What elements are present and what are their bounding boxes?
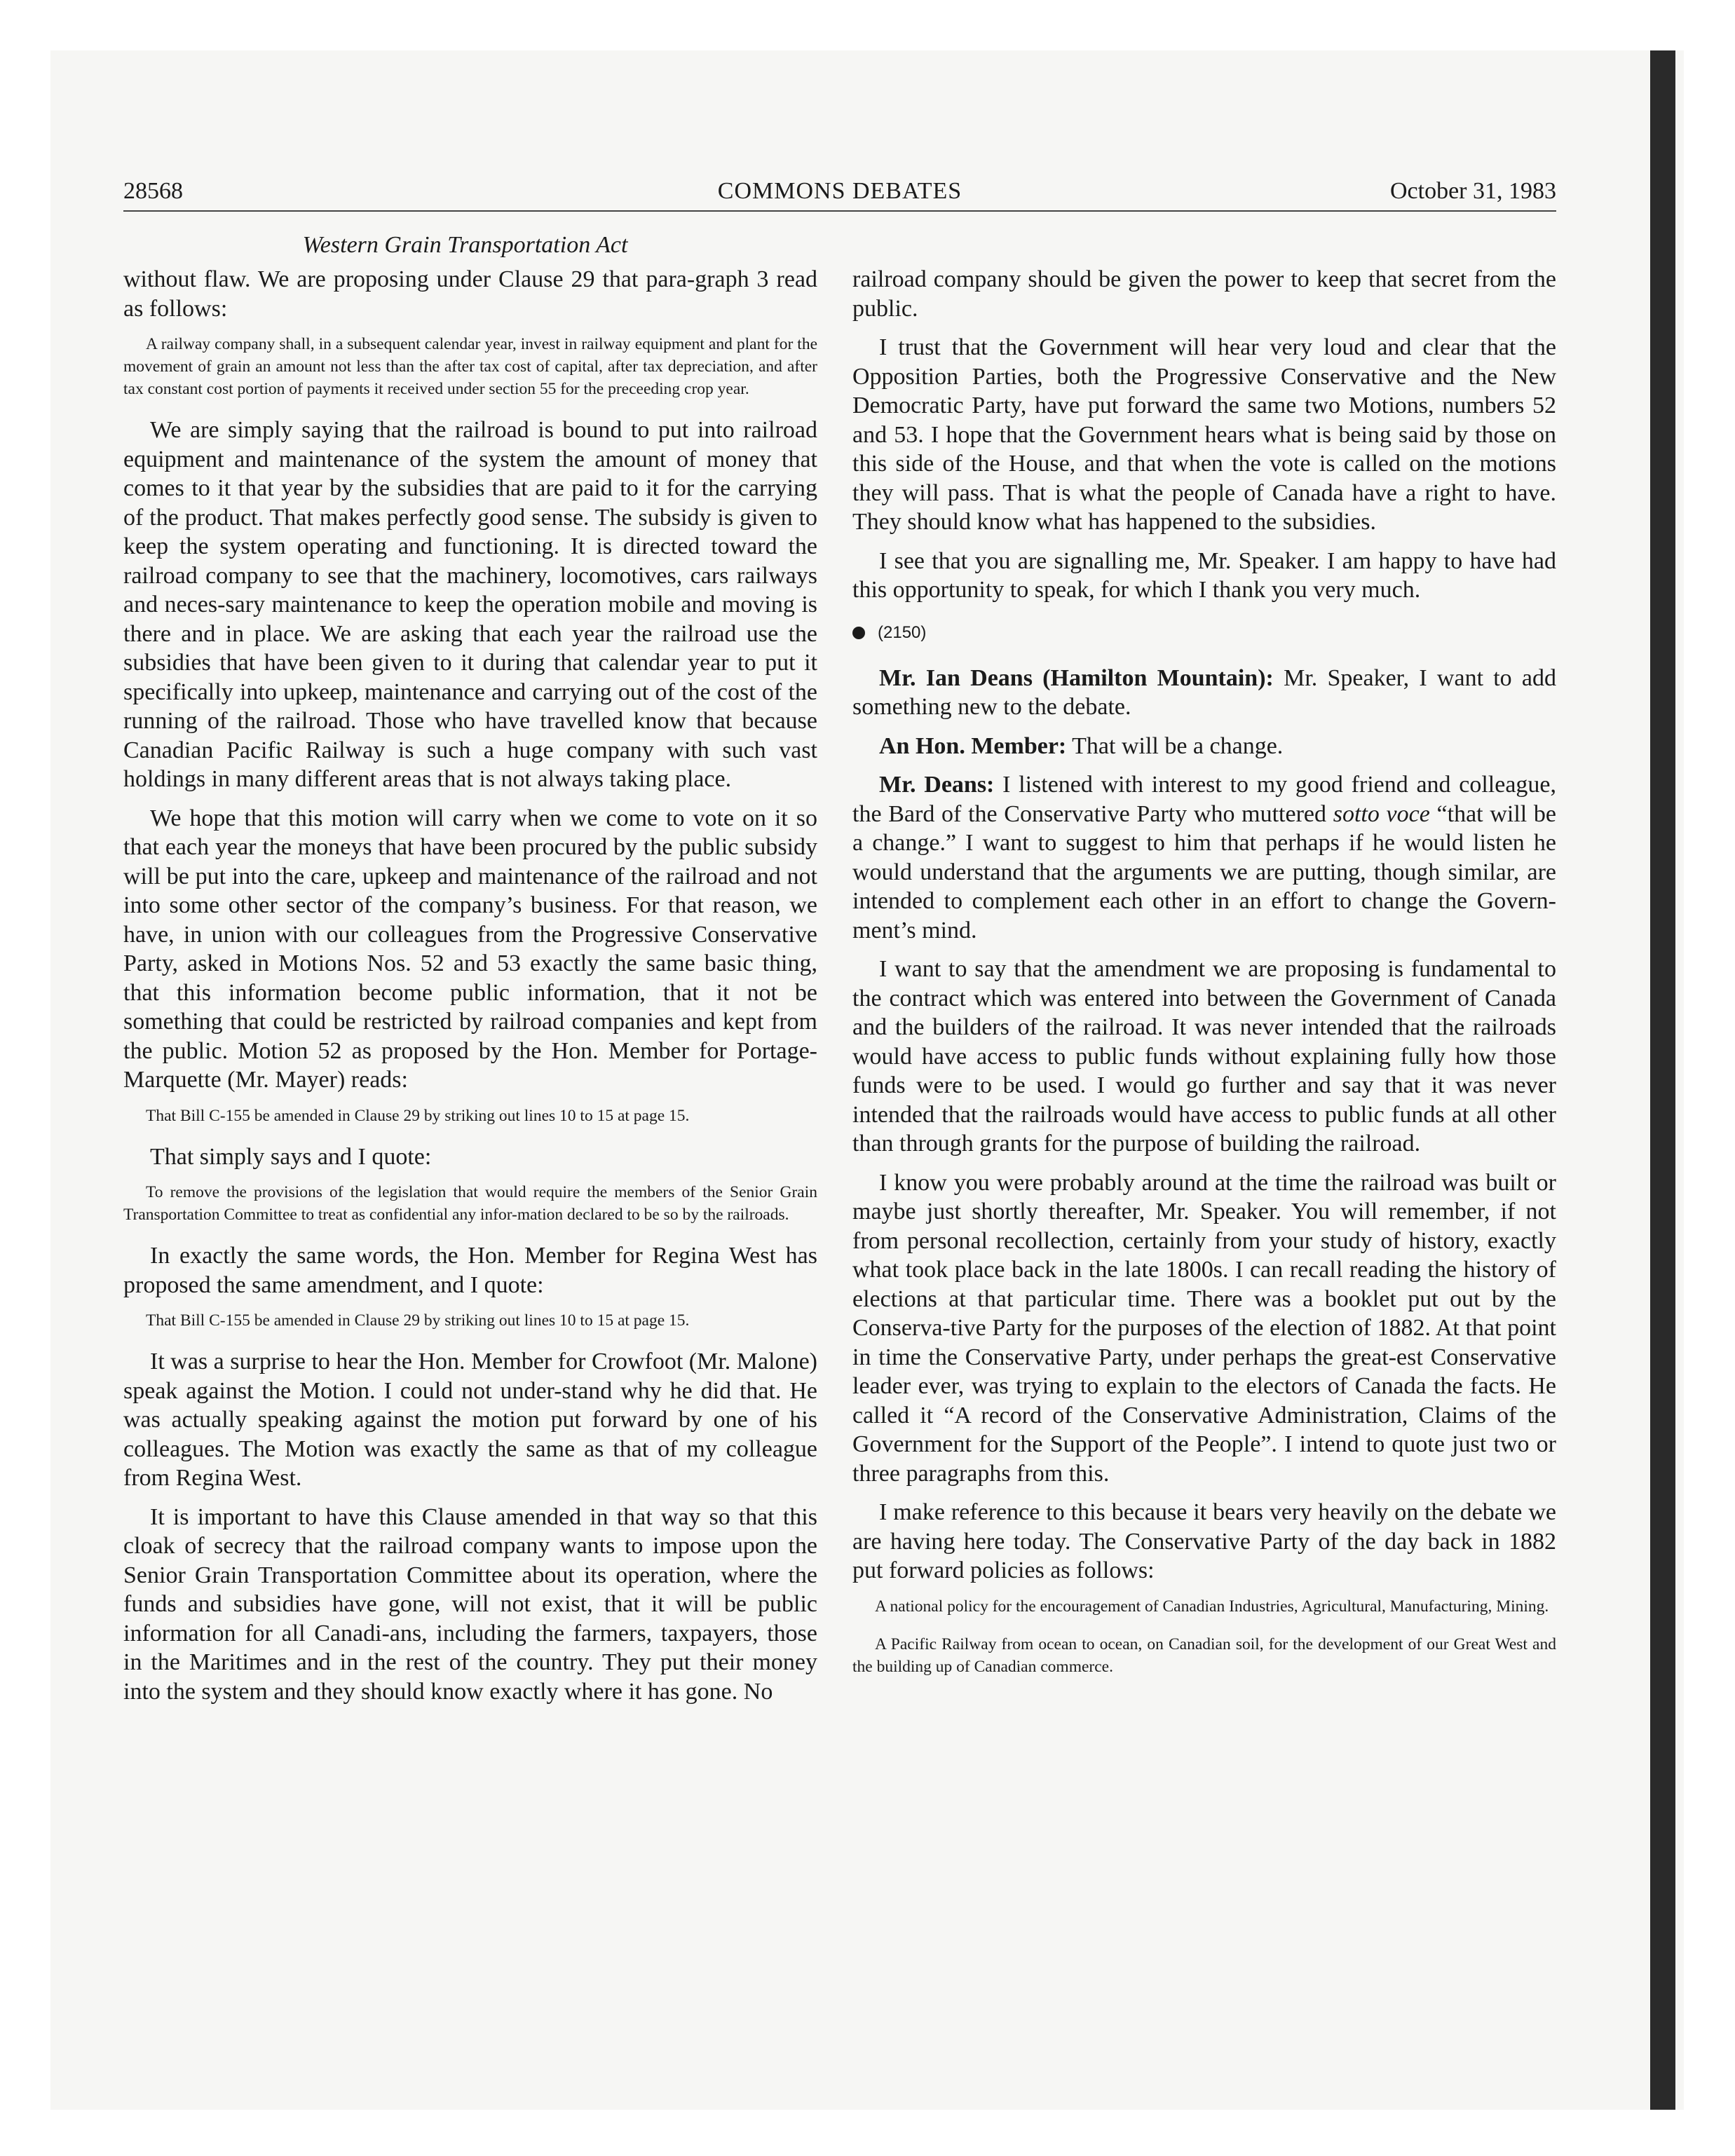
speech-text: I listened with interest to my good friend and colleague, the Bard of the Conservative Party who muttered (852, 772, 1557, 827)
block-quote: That Bill C-155 be amended in Clause 29 by striking out lines 10 to 15 at page 15. (146, 1106, 690, 1125)
paragraph: I know you were probably around at the time the railroad was built or maybe just shortly thereafter, Mr. Speaker. You will remember, if not from personal recollection, certainly from your study of history, exactly what took place back in the late 1800s. I can recall reading the history of elections at that particular time. There was a booklet put out by the Conserva-tive Party for the purposes of the election of 1882. At that point in time the Conservative Party, under perhaps the great-est Conservative leader ever, was trying to explain to the electors of Canada the facts. He called it “A record of the Conservative Administration, Claims of the Government for the Support of the People”. I intend to quote just two or three paragraphs from this. (852, 1169, 1556, 1487)
paragraph: I see that you are signalling me, Mr. Speaker. I am happy to have had this opportunity to speak, for which I thank you very much. (852, 547, 1556, 603)
speech-text: Mr. Speaker, I want to add something new to the debate. (852, 664, 1557, 720)
header-rule (123, 210, 1556, 212)
speaker-name: Mr. Deans: (879, 772, 995, 798)
left-column (123, 265, 817, 1716)
block-quote: A railway company shall, in a subsequent calendar year, invest in railway equipment and plant for the movement of grain an amount not less than the after tax cost of capital, after tax depreciation, and after tax constant cost portion of payments it received under section 55 for the preceeding crop year. (123, 335, 817, 398)
speech-text: That will be a change. (1072, 732, 1284, 759)
block-quote: A Pacific Railway from ocean to ocean, on Canadian soil, for the development of our Great West and the building up of Canadian commerce. (852, 1635, 1556, 1676)
paragraph: I trust that the Government will hear very loud and clear that the Opposition Parties, both the Progressive Conservative and the New Democratic Party, have put forward the same two Motions, numbers 52 and 53. I hope that the Government hears what is being said by those on this side of the House, and that when the vote is called on the motions they will pass. That is what the people of Canada have a right to have. They should know what has happened to the subsidies. (852, 334, 1556, 535)
block-quote: That Bill C-155 be amended in Clause 29 by striking out lines 10 to 15 at page 15. (146, 1311, 690, 1330)
block-quote: To remove the provisions of the legislation that would require the members of the Senior Grain Transportation Committee to treat as confidential any infor-mation declared to be so by the railroads. (123, 1183, 817, 1224)
page-number: 28568 (123, 178, 183, 204)
paragraph: I want to say that the amendment we are proposing is fundamental to the contract which was entered into between the Government of Canada and the builders of the railroad. It was never intended that the railroads would have access to public funds without explaining fully how those funds were to be used. I would go further and say that it was never intended that the railroads would have access to public funds at all other than through grants for the purpose of building the railroad. (852, 956, 1556, 1157)
speaker-paragraph (852, 664, 1556, 722)
publication-title: COMMONS DEBATES (717, 178, 962, 204)
time-marker-label: (2150) (878, 622, 927, 642)
paragraph: I make reference to this because it bears very heavily on the debate we are having here today. The Conservative Party of the day back in 1882 put forward policies as follows: (852, 1499, 1556, 1583)
paragraph: without flaw. We are proposing under Clause 29 that para-graph 3 read as follows: (123, 266, 817, 322)
paragraph: That simply says and I quote: (150, 1143, 432, 1170)
bullet-icon (852, 627, 865, 639)
speaker-name: An Hon. Member: (879, 732, 1067, 759)
right-column (852, 265, 1556, 1693)
paragraph: railroad company should be given the power to keep that secret from the public. (852, 266, 1556, 322)
section-title: Western Grain Transportation Act (302, 232, 628, 258)
binding-edge (1650, 50, 1675, 2110)
speaker-paragraph (852, 770, 1556, 945)
time-marker (852, 620, 1556, 646)
issue-date: October 31, 1983 (1389, 178, 1556, 204)
paragraph: It is important to have this Clause amended in that way so that this cloak of secrecy that the railroad company wants to impose upon the Senior Grain Transportation Committee about its operation, where the funds and subsidies have gone, will not exist, that it will be public information for all Canadi-ans, including the farmers, taxpayers, those in the Maritimes and in the rest of the country. They put their money into the system and they should know exactly where it has gone. No (123, 1503, 817, 1705)
paragraph: We hope that this motion will carry when we come to vote on it so that each year the moneys that have been procured by the public subsidy will be put into the care, upkeep and maintenance of the railroad and not into some other sector of the company’s business. For that reason, we have, in union with our colleagues from the Progressive Conservative Party, asked in Motions Nos. 52 and 53 exactly the same basic thing, that this information become public information, that it not be something that could be restricted by railroad companies and kept from the public. Motion 52 as proposed by the Hon. Member for Portage-Marquette (Mr. Mayer) reads: (123, 805, 817, 1093)
speaker-name: Mr. Ian Deans (Hamilton Mountain): (879, 664, 1274, 691)
paragraph: It was a surprise to hear the Hon. Member for Crowfoot (Mr. Malone) speak against the Motion. I could not under-stand why he did that. He was actually speaking against the motion put forward by one of his colleagues. The Motion was exactly the same as that of my colleague from Regina West. (123, 1349, 817, 1491)
paragraph: We are simply saying that the railroad is bound to put into railroad equipment and maintenance of the system the amount of money that comes to it that year by the subsidies that are paid to it for the carrying of the product. That makes perfectly good sense. The subsidy is given to keep the system operating and functioning. It is directed toward the railroad company to see that the machinery, locomotives, cars railways and neces-sary maintenance to keep the operation mobile and moving is there and in place. We are asking that each year the railroad use the subsidies that have been given to it during that calendar year to put it specifically into upkeep, maintenance and carrying out of the cost of the running of the railroad. Those who have travelled know that because Canadian Pacific Railway is such a huge company with such vast holdings in many different areas that is not always taking place. (123, 417, 817, 792)
paragraph: In exactly the same words, the Hon. Member for Regina West has proposed the same amendment, and I quote: (123, 1243, 817, 1298)
block-quote: A national policy for the encouragement of Canadian Industries, Agricultural, Manufacturing, Mining. (875, 1597, 1549, 1616)
speech-text: “that will be a change.” I want to suggest to him that perhaps if he would listen he would understand that the arguments we are putting, though similar, are intended to complement each other in an effort to change the Govern-ment’s mind. (852, 800, 1557, 943)
speaker-paragraph (852, 732, 1556, 761)
italic-phrase: sotto voce (1333, 800, 1430, 827)
running-head (123, 174, 1556, 209)
